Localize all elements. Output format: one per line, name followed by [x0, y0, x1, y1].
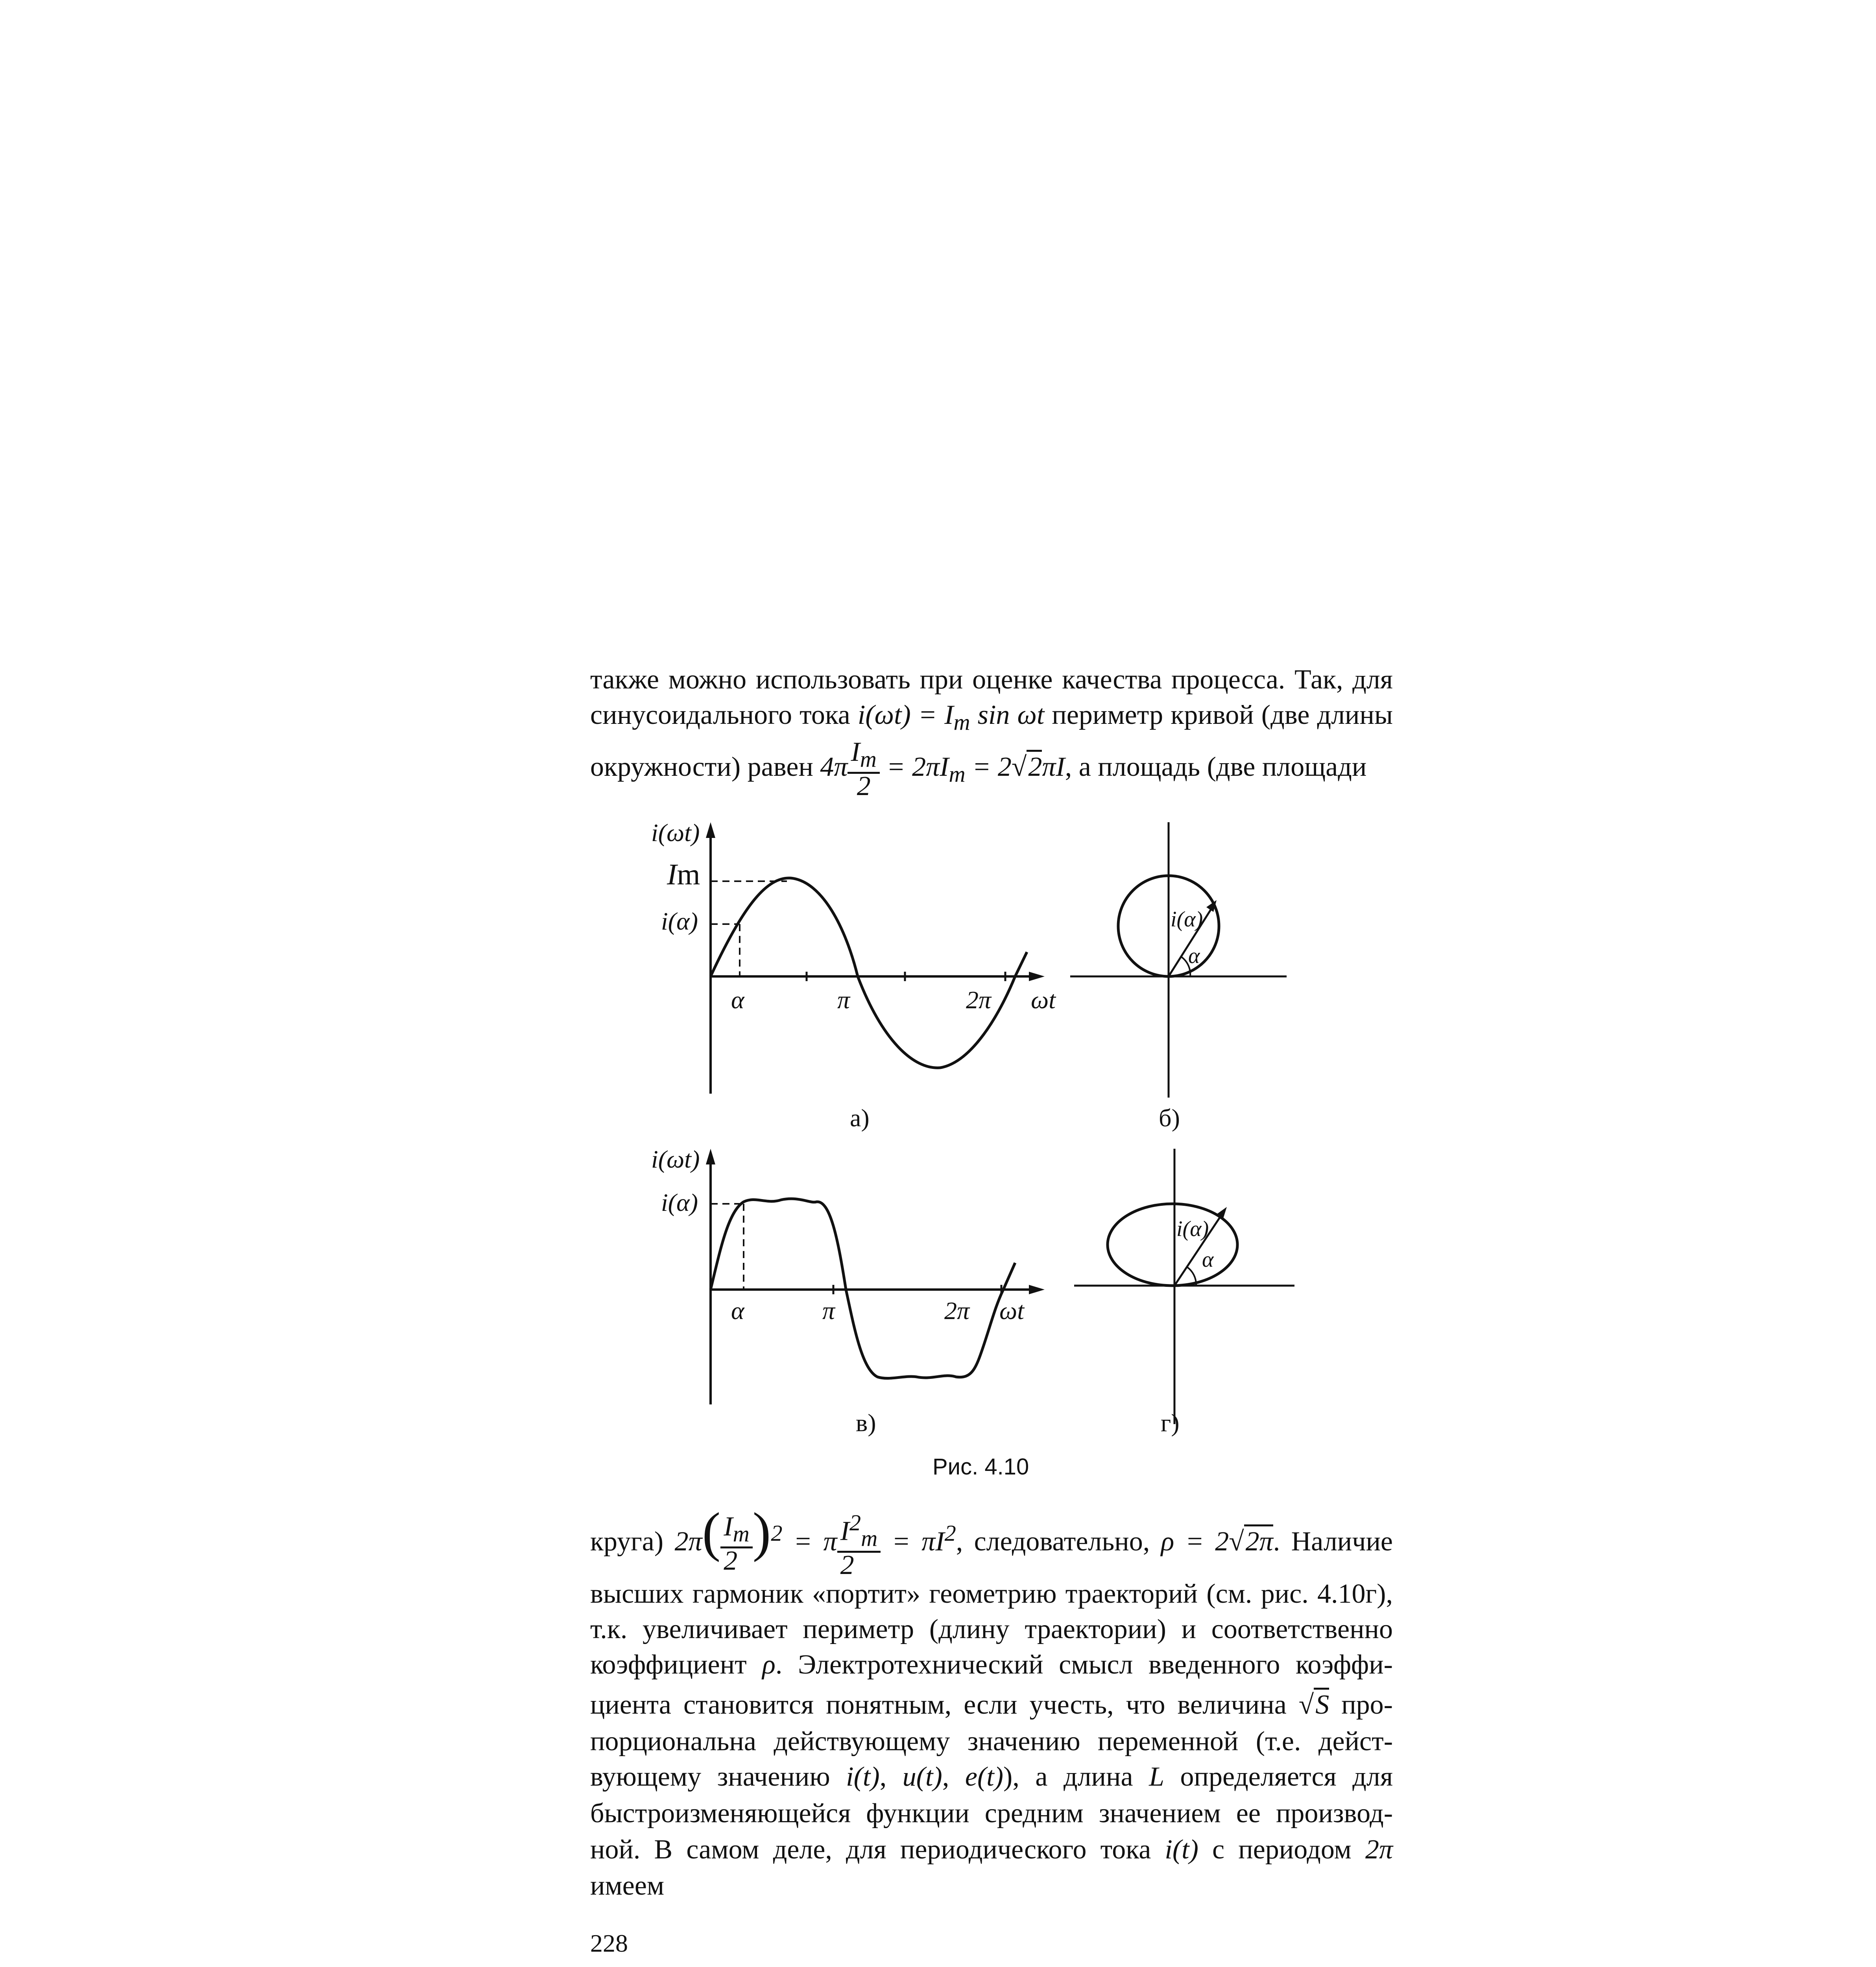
formula-current: $i(\omega t) = I_m$ sin ωt — [857, 700, 1045, 735]
panel-d-label: г) — [1161, 1409, 1180, 1437]
panel-b-plot — [1070, 822, 1287, 1098]
text-line: т.к. увеличивает периметр (длину траектории) и соответственно — [590, 1614, 1393, 1644]
panel-a-xlabel: ωt — [1031, 986, 1056, 1014]
text-line: также можно использовать при оценке качества процесса. Так, для — [590, 664, 1393, 695]
figure-caption: Рис. 4.10 — [932, 1454, 1029, 1480]
panel-b-ialpha-label: i(α) — [1171, 907, 1203, 932]
formula-perimeter: 4π $\frac{I_m}{2}$ = $2\pi I_m = 2√2\pi I$ — [820, 737, 1065, 802]
formula-area: 2π( $\frac{I_m}{2}$ )$^2$ = π $\frac{I^2_m}{2}$ = $\pi I^2$ — [674, 1502, 956, 1581]
panel-a-y-arrow — [706, 822, 715, 838]
text-line: круга) 2π( $\frac{I_m}{2}$ )$^2$ = π $\frac{I^2_m}{2}$ = $\pi I^2$, следовательно, ρ = 2√2π. Наличие — [590, 1502, 1393, 1581]
text-line: коэффициент ρ. Электротехнический смысл введенного коэффи- — [590, 1650, 1393, 1680]
panel-d-alpha-label: α — [1202, 1247, 1214, 1272]
panel-c-y-arrow — [706, 1149, 715, 1164]
panel-a-tick-alpha: α — [731, 986, 744, 1014]
text-line: ной. В самом деле, для периодического тока i(t) с периодом 2π — [590, 1834, 1393, 1865]
panel-b-alpha-label: α — [1188, 944, 1200, 968]
panel-a-im-label: Im — [667, 858, 700, 891]
panel-c-tick-pi-label: π — [822, 1297, 835, 1325]
panel-a-tick-pi-label: π — [837, 986, 850, 1014]
formula-rho: ρ = 2√2π — [1161, 1524, 1273, 1557]
text-line: циента становится понятным, если учесть, что величина √S про- — [590, 1688, 1393, 1722]
panel-b-label: б) — [1159, 1104, 1180, 1132]
panel-a-ialpha-label: i(α) — [661, 907, 698, 935]
text-line: имеем — [590, 1871, 665, 1901]
text-line: быстроизменяющейся функции средним значением ее производ- — [590, 1798, 1393, 1829]
text-line: синусоидального тока $i(\omega t) = I_m$ sin ωt периметр кривой (две длины — [590, 700, 1393, 735]
panel-a-label: а) — [850, 1104, 870, 1132]
panel-a-x-arrow — [1029, 972, 1045, 981]
text-line: окружности) равен 4π $\frac{I_m}{2}$ = $2\pi I_m = 2√2\pi I$, а площадь (две площади — [590, 737, 1367, 802]
panel-c-label: в) — [856, 1409, 876, 1437]
panel-d-arrowhead — [1216, 1207, 1227, 1220]
text-line: высших гармоник «портит» геометрию траекторий (см. рис. 4.10г), — [590, 1579, 1393, 1609]
panel-d-plot — [1074, 1149, 1294, 1424]
panel-d-ialpha-label: i(α) — [1176, 1217, 1209, 1241]
panel-a-tick-2pi-label: 2π — [966, 986, 992, 1014]
panel-a-plot — [706, 822, 1045, 1094]
panel-a-ylabel: i(ωt) — [651, 819, 700, 847]
text-line: порциональна действующему значению переменной (т.е. дейст- — [590, 1726, 1393, 1757]
panel-c-plot — [706, 1149, 1045, 1404]
panel-c-x-arrow — [1029, 1285, 1045, 1294]
panel-c-ialpha-label: i(α) — [661, 1188, 698, 1216]
panel-c-ylabel: i(ωt) — [651, 1145, 700, 1173]
page-number: 228 — [590, 1929, 628, 1957]
panel-c-tick-alpha: α — [731, 1297, 744, 1325]
text-line: вующему значению i(t), u(t), e(t)), а длина L определяется для — [590, 1762, 1393, 1792]
panel-c-tick-2pi-label: 2π — [944, 1297, 970, 1325]
panel-c-xlabel: ωt — [999, 1297, 1024, 1325]
panel-a-sine-curve — [711, 878, 1027, 1068]
